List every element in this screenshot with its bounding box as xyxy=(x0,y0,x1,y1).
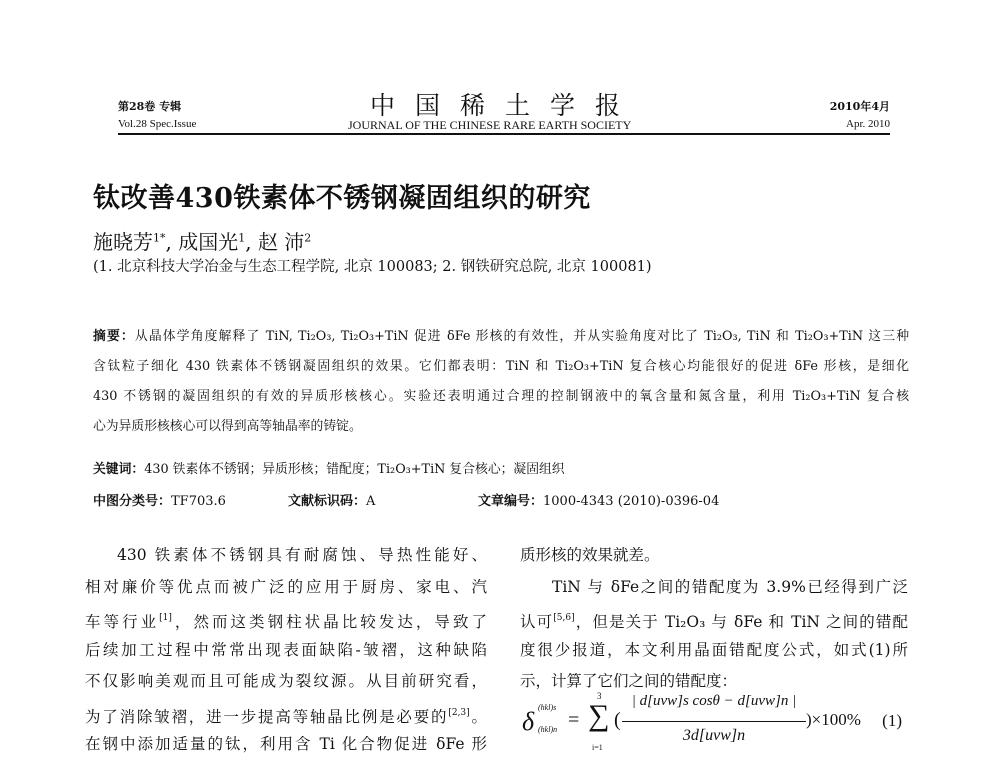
body-line: 示，计算了它们之间的错配度： xyxy=(520,672,738,690)
sum-lower: i=1 xyxy=(592,743,603,752)
citation[interactable]: [5,6] xyxy=(553,613,575,623)
header-rule xyxy=(118,133,890,135)
body-line: TiN 与 δFe之间的错配度为 3.9%已经得到广泛 xyxy=(552,577,908,596)
citation[interactable]: [1] xyxy=(159,613,172,623)
abstract-line: 摘要：从晶体学角度解释了 TiN, Ti₂O₃, Ti₂O₃+TiN 促进 δFe 形核的有效性，并从实验角度对比了 Ti₂O₃, TiN 和 Ti₂O₃+TiN 这三种 xyxy=(93,329,909,344)
body-line: 度很少报道，本文利用晶面错配度公式，如式(1)所 xyxy=(520,640,908,659)
mismatch-formula xyxy=(522,693,902,760)
equation-number: (1) xyxy=(882,711,902,730)
body-line: 430 铁素体不锈钢具有耐腐蚀、导热性能好、 xyxy=(117,546,487,564)
body-line: 在钢中添加适量的钛，利用含 Ti 化合物促进 δFe 形 xyxy=(85,735,487,753)
body-right-column xyxy=(520,540,908,698)
author-name: 成国光 xyxy=(178,230,239,254)
affiliation: (1. 北京科技大学冶金与生态工程学院, 北京 100083; 2. 钢铁研究总院, 北京 100081) xyxy=(93,259,652,275)
open-paren: ( xyxy=(614,709,621,731)
formula-lhs-sup: (hkl)s xyxy=(538,703,557,712)
equals-sign: = xyxy=(568,709,580,731)
date-en: Apr. 2010 xyxy=(846,118,890,130)
formula-lhs-sub: (hkl)n xyxy=(538,725,558,734)
abstract-line: 含钛粒子细化 430 铁素体不锈钢凝固组织的效果。它们都表明：TiN 和 Ti₂O₃+TiN 复合核心均能很好的促进 δFe 形核，是细化 xyxy=(93,359,909,374)
author-list: 施晓芳$^{1*}$, 成国光$^1$, 赵 沛$^2$ xyxy=(93,230,312,254)
document-code: 文献标识码：A xyxy=(288,494,376,509)
author-affiliation-mark: 1* xyxy=(153,231,166,245)
author-name: 赵 沛 xyxy=(257,230,305,254)
paper-title: 钛改善430铁素体不锈钢凝固组织的研究 xyxy=(93,183,591,214)
body-line: 不仅影响美观而且可能成为裂纹源。从目前研究看， xyxy=(85,672,487,690)
sum-upper: 3 xyxy=(597,691,602,701)
formula-denominator: 3d[uvw]n xyxy=(682,727,746,744)
volume-cn: 第28卷 专辑 xyxy=(118,100,182,113)
fraction-bar xyxy=(622,721,806,722)
body-line: 后续加工过程中常常出现表面缺陷-皱褶，这种缺陷 xyxy=(85,640,487,659)
keywords xyxy=(93,458,565,477)
keywords-text: 430 铁素体不锈钢；异质形核；错配度；Ti₂O₃+TiN 复合核心；凝固组织 xyxy=(144,462,565,477)
journal-title-en: JOURNAL OF THE CHINESE RARE EARTH SOCIETY xyxy=(348,118,632,132)
body-line: 为了消除皱褶，进一步提高等轴晶比例是必要的[2,3]。 xyxy=(85,707,487,726)
abstract-label: 摘要： xyxy=(93,329,135,344)
abstract-line: 430 不锈钢的凝固组织的有效的异质形核核心。实验还表明通过合理的控制钢液中的氧含量和氮含量，利用 Ti₂O₃+TiN 复合核 xyxy=(93,389,909,404)
formula-lhs: δ xyxy=(522,707,535,736)
citation[interactable]: [2,3] xyxy=(448,707,470,718)
author-affiliation-mark: 2 xyxy=(304,231,312,245)
journal-title-cn: 中国稀土学报 xyxy=(370,91,641,120)
body-line: 相对廉价等优点而被广泛的应用于厨房、家电、汽 xyxy=(85,577,487,596)
body-line: 车等行业[1]，然而这类钢柱状晶比较发达，导致了 xyxy=(85,613,487,631)
author-name: 施晓芳 xyxy=(93,230,153,254)
sum-sign: ∑ xyxy=(588,699,610,732)
abstract-line: 心为异质形核核心可以得到高等轴晶率的铸锭。 xyxy=(93,419,362,434)
date-cn: 2010年4月 xyxy=(829,100,890,113)
formula-tail: )×100% xyxy=(806,710,861,729)
abstract xyxy=(93,322,909,442)
formula-numerator: | d[uvw]s cosθ − d[uvw]n | xyxy=(631,693,797,709)
body-left-column xyxy=(85,540,487,761)
article-number: 文章编号：1000-4343 (2010)-0396-04 xyxy=(478,494,720,509)
volume-en: Vol.28 Spec.Issue xyxy=(118,118,197,130)
keywords-label: 关键词： xyxy=(93,462,145,477)
body-line: 质形核的效果就差。 xyxy=(520,546,660,564)
body-line: 认可[5,6]，但是关于 Ti₂O₃ 与 δFe 和 TiN 之间的错配 xyxy=(520,613,908,631)
clc-number: 中图分类号：TF703.6 xyxy=(93,494,226,509)
author-affiliation-mark: 1 xyxy=(238,231,246,245)
